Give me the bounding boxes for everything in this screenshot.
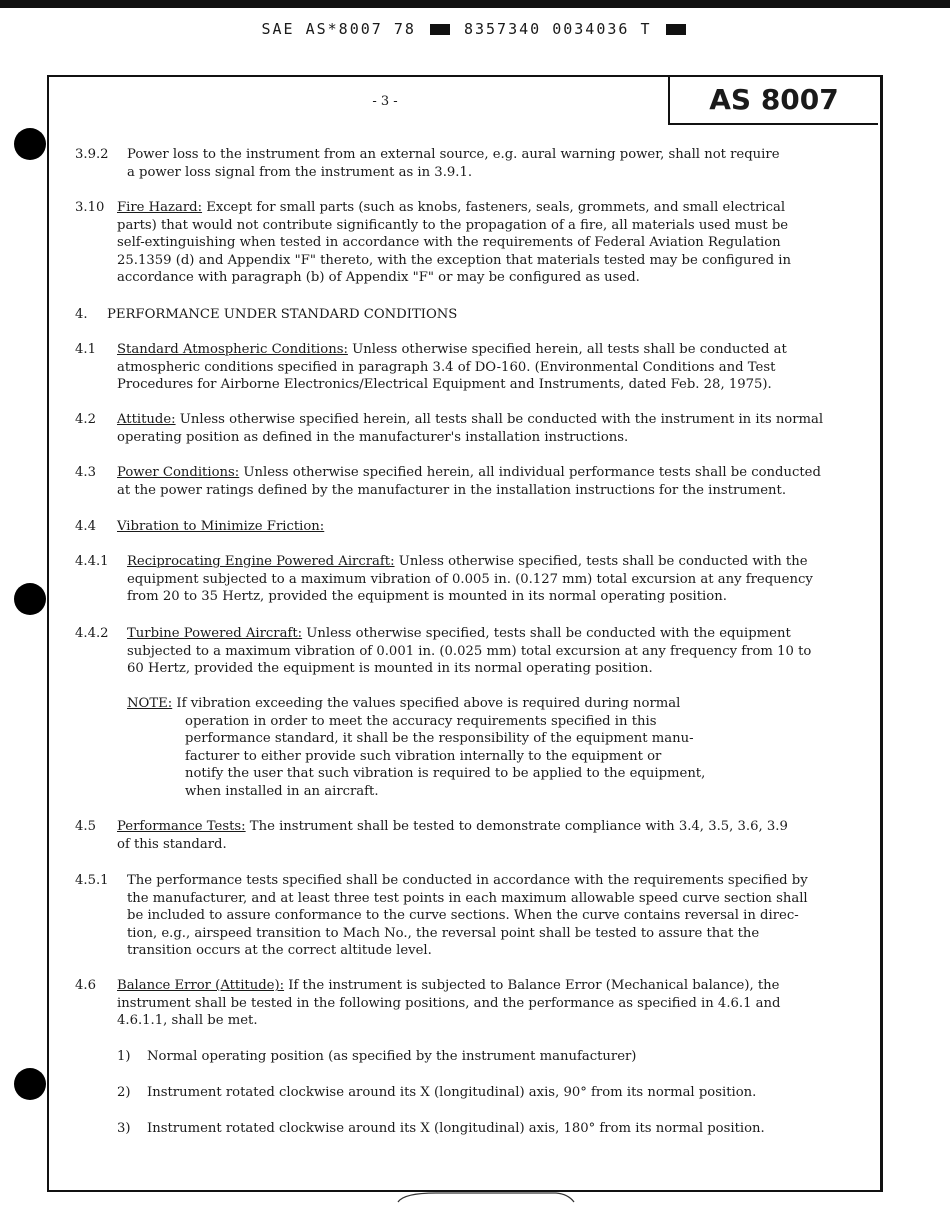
section-line	[127, 571, 813, 589]
section-title: Standard Atmospheric Conditions:	[117, 342, 348, 357]
section-line	[117, 518, 324, 536]
section-title: NOTE:	[127, 696, 173, 711]
section-number: 3.10	[75, 200, 105, 215]
header-middle: 8357340 0034036 T	[463, 20, 652, 38]
section-line	[117, 482, 786, 500]
section-text: Instrument rotated clockwise around its X (longitudinal) axis, 90° from its normal position.	[147, 1085, 757, 1100]
scan-top-border	[0, 0, 950, 8]
section-line	[185, 713, 657, 731]
section-line	[127, 890, 808, 908]
section-line	[117, 464, 821, 482]
section-text: operation in order to meet the accuracy requirements specified in this	[185, 713, 657, 729]
section-text: accordance with paragraph (b) of Appendix "F" or may be configured as used.	[117, 270, 640, 285]
section-title: Performance Tests:	[117, 819, 246, 834]
document-id-box	[668, 75, 878, 125]
section-line	[107, 306, 457, 324]
section-line	[117, 818, 788, 836]
section-text: subjected to a maximum vibration of 0.001 in. (0.025 mm) total excursion at any frequency from 10 to	[127, 643, 812, 659]
section-text: the manufacturer, and at least three test points in each maximum allowable speed curve section shall	[127, 890, 808, 906]
section-line	[127, 942, 432, 960]
section-line	[147, 1048, 636, 1066]
section-text: operating position as defined in the manufacturer's installation instructions.	[117, 429, 629, 445]
section-line	[117, 836, 227, 854]
section-line	[117, 376, 772, 394]
redaction-block	[666, 24, 686, 35]
section-line	[127, 695, 680, 713]
section-number: 4.3	[75, 465, 96, 480]
section-text: Power loss to the instrument from an external source, e.g. aural warning power, shall not require	[127, 147, 780, 162]
section-title: Power Conditions:	[117, 465, 240, 480]
section-text: Except for small parts (such as knobs, fasteners, seals, grommets, and small electrical	[202, 200, 786, 215]
document-id: AS 8007	[709, 82, 839, 116]
section-number: 4.2	[75, 412, 96, 427]
section-text: parts) that would not contribute significantly to the propagation of a fire, all materials used must be	[117, 217, 789, 233]
section-text: instrument shall be tested in the following positions, and the performance as specified in 4.6.1 and	[117, 995, 781, 1011]
section-line	[147, 1084, 756, 1102]
section-text: Unless otherwise specified herein, all tests shall be conducted with the instrument in its normal	[175, 412, 824, 427]
header-left: SAE AS*8007 78	[261, 20, 416, 38]
section-text: The performance tests specified shall be conducted in accordance with the requirements specified by	[127, 873, 808, 888]
section-text: when installed in an aircraft.	[185, 783, 379, 799]
section-text: performance standard, it shall be the responsibility of the equipment manu-	[185, 731, 694, 746]
section-text: tion, e.g., airspeed transition to Mach No., the reversal point shall be tested to assure that the	[127, 925, 760, 941]
section-number: 3.9.2	[75, 147, 109, 162]
section-text: be included to assure conformance to the curve sections. When the curve contains reversal in direc-	[127, 908, 799, 923]
section-line	[117, 359, 775, 377]
section-line	[127, 164, 472, 182]
section-number: 4.6	[75, 978, 96, 993]
section-title: Vibration to Minimize Friction:	[117, 519, 325, 534]
section-number: 4.4	[75, 519, 96, 534]
section-line	[127, 643, 811, 661]
section-line	[117, 1012, 258, 1030]
section-number: 4.4.2	[75, 626, 109, 641]
section-text: Normal operating position (as specified by the instrument manufacturer)	[147, 1049, 637, 1064]
section-text: facturer to either provide such vibration internally to the equipment or	[185, 748, 662, 764]
section-text: 60 Hertz, provided the equipment is mounted in its normal operating position.	[127, 661, 653, 676]
document-header	[0, 20, 950, 38]
section-line	[117, 234, 781, 252]
section-text: Unless otherwise specified, tests shall be conducted with the equipment	[302, 626, 791, 641]
section-line	[185, 783, 379, 801]
section-text: self-extinguishing when tested in accordance with the requirements of Federal Aviation Regulation	[117, 235, 781, 250]
section-line	[127, 925, 759, 943]
redaction-block	[430, 24, 450, 35]
section-line	[117, 269, 640, 287]
section-line	[117, 995, 780, 1013]
section-text: Unless otherwise specified herein, all individual performance tests shall be conducted	[239, 465, 821, 480]
punch-hole	[14, 128, 46, 160]
punch-hole	[14, 1068, 46, 1100]
section-title: Reciprocating Engine Powered Aircraft:	[127, 554, 395, 569]
section-line	[117, 199, 785, 217]
section-line	[117, 411, 823, 429]
section-text: transition occurs at the correct altitude level.	[127, 943, 432, 958]
section-number: 4.	[75, 307, 88, 322]
section-text: The instrument shall be tested to demonstrate compliance with 3.4, 3.5, 3.6, 3.9	[245, 819, 788, 834]
section-line	[117, 429, 628, 447]
section-text: atmospheric conditions specified in paragraph 3.4 of DO-160. (Environmental Conditions and Test	[117, 359, 776, 375]
section-text: 25.1359 (d) and Appendix "F" thereto, with the exception that materials tested may be configured in	[117, 252, 791, 268]
section-line	[117, 217, 788, 235]
section-text: PERFORMANCE UNDER STANDARD CONDITIONS	[107, 307, 458, 322]
page-number: - 3 -	[372, 94, 398, 109]
section-number: 4.5.1	[75, 873, 109, 888]
section-line	[127, 872, 808, 890]
section-title: Fire Hazard:	[117, 200, 203, 215]
section-line	[185, 748, 661, 766]
section-text: 4.6.1.1, shall be met.	[117, 1013, 258, 1028]
section-line	[185, 765, 705, 783]
section-title: Turbine Powered Aircraft:	[127, 626, 303, 641]
section-line	[147, 1120, 765, 1138]
section-line	[117, 252, 791, 270]
section-text: If vibration exceeding the values specified above is required during normal	[172, 696, 681, 711]
section-text: Unless otherwise specified herein, all tests shall be conducted at	[347, 342, 787, 357]
section-text: equipment subjected to a maximum vibration of 0.005 in. (0.127 mm) total excursion at any frequency	[127, 571, 813, 587]
section-title: Balance Error (Attitude):	[117, 978, 285, 993]
section-text: a power loss signal from the instrument as in 3.9.1.	[127, 164, 473, 180]
section-number: 3)	[117, 1121, 131, 1136]
section-line	[117, 341, 787, 359]
section-line	[117, 977, 779, 995]
section-line	[127, 553, 808, 571]
section-line	[127, 625, 791, 643]
section-text: of this standard.	[117, 836, 227, 852]
section-text: Unless otherwise specified, tests shall be conducted with the	[394, 554, 808, 569]
section-number: 4.4.1	[75, 554, 109, 569]
section-line	[127, 146, 780, 164]
section-text: at the power ratings defined by the manufacturer in the installation instructions for the instrument.	[117, 482, 787, 498]
section-text: Procedures for Airborne Electronics/Electrical Equipment and Instruments, dated Feb. 28, 1975).	[117, 377, 772, 392]
section-number: 1)	[117, 1049, 131, 1064]
section-number: 2)	[117, 1085, 131, 1100]
section-text: If the instrument is subjected to Balance Error (Mechanical balance), the	[284, 978, 780, 993]
section-number: 4.1	[75, 342, 96, 357]
section-line	[127, 588, 727, 606]
section-number: 4.5	[75, 819, 96, 834]
scan-artifact-mark	[396, 1190, 576, 1204]
section-text: Instrument rotated clockwise around its X (longitudinal) axis, 180° from its normal position.	[147, 1121, 765, 1136]
punch-hole	[14, 583, 46, 615]
section-title: Attitude:	[117, 412, 176, 427]
section-line	[127, 907, 799, 925]
section-line	[127, 660, 653, 678]
section-text: from 20 to 35 Hertz, provided the equipment is mounted in its normal operating position.	[127, 589, 727, 604]
section-text: notify the user that such vibration is required to be applied to the equipment,	[185, 766, 706, 781]
section-line	[185, 730, 694, 748]
